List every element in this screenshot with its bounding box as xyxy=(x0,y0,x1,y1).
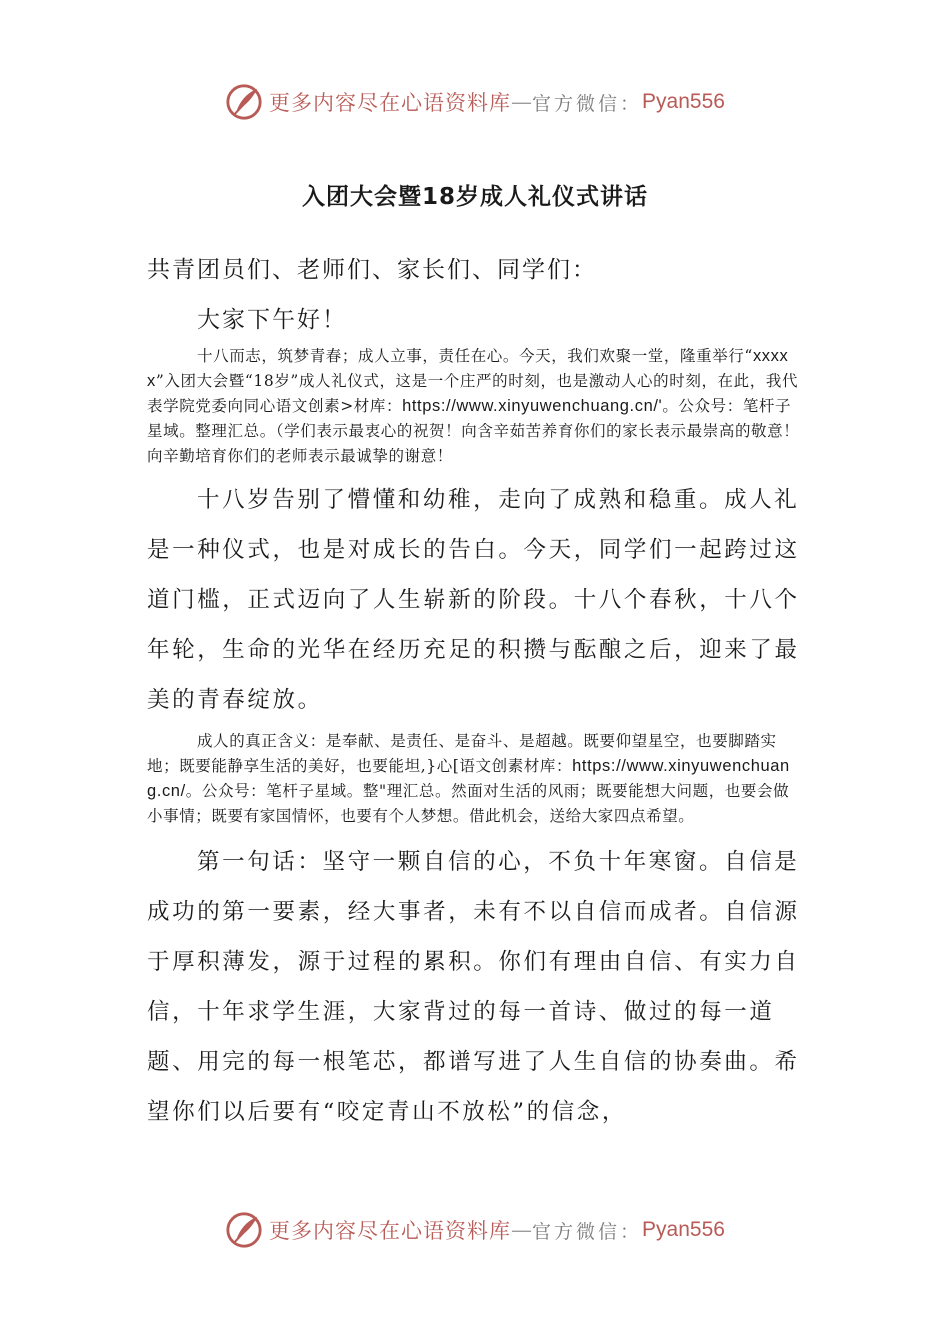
source-url: https://www.xinyuwenchuang.cn/' xyxy=(402,397,663,415)
header-banner xyxy=(0,80,950,124)
paragraph-opening-text-1: 十八而志，筑梦青春；成人立事，责任在心。今天，我们欢聚一堂，隆重举行“ xyxy=(197,347,753,365)
paragraph-first-wish: 第一句话：坚守一颗自信的心，不负十年寒窗。自信是成功的第一要素，经大事者，未有不以自信而成者。自信源于厚积薄发，源于过程的累积。你们有理由自信、有实力自信，十年求学生涯，大家背过的每一首诗、做过的每一道题、用完的每一根笔芯，都谱写进了人生自信的协奏曲。希望你们以后要有“咬定青山不放松”的信念， xyxy=(147,849,800,1125)
paragraph-opening-text-3: 。公众号：笔杆子星域。整理汇总。（学们表示最衷心的祝贺！向含辛茹苦养育你们的家长表示最崇高的敬意！向辛勤培育你们的老师表示最诚挚的谢意！ xyxy=(147,397,800,465)
paragraph-opening-text-2: ”入团大会暨“18岁”成人礼仪式，这是一个庄严的时刻，也是激动人心的时刻，在此，我代表学院党委向同心语文创素>材库： xyxy=(147,372,799,415)
banner-text: 更多内容尽在心语资料库 xyxy=(269,91,512,115)
footer-banner xyxy=(0,1208,950,1252)
feather-pen-icon xyxy=(225,1211,263,1249)
paragraph-meaning xyxy=(147,729,803,829)
banner-wechat-label: 官方微信： xyxy=(532,92,643,115)
paragraph-eighteen: 十八岁告别了懵懂和幼稚，走向了成熟和稳重。成人礼是一种仪式，也是对成长的告白。今天，同学们一起跨过这道门槛，正式迈向了人生崭新的阶段。十八个春秋，十八个年轮，生命的光华在经历充足的积攒与酝酿之后，迎来了最美的青春绽放。 xyxy=(147,487,800,713)
banner-account: Pyan556 xyxy=(642,90,725,113)
placeholder-text: xxxxx xyxy=(147,347,789,390)
paragraph-meaning-text-1: 成人的真正含义：是奉献、是责任、是奋斗、是超越。既要仰望星空，也要脚踏实地；既要能静享生活的美好，也要能坦,}心[语文创素材库： xyxy=(147,732,777,775)
greeting: 大家下午好！ xyxy=(197,307,347,333)
paragraph-opening xyxy=(147,344,803,469)
document-title: 入团大会暨18岁成人礼仪式讲话 xyxy=(301,184,648,210)
banner-wechat-label: 官方微信： xyxy=(532,1220,643,1243)
banner-account: Pyan556 xyxy=(642,1218,725,1241)
banner-text: 更多内容尽在心语资料库 xyxy=(269,1219,512,1243)
document-body xyxy=(147,250,803,1137)
banner-dash: — xyxy=(511,1218,533,1242)
salutation: 共青团员们、老师们、家长们、同学们： xyxy=(147,257,597,283)
source-url-2: https://www.xinyuwenchuang.cn/ xyxy=(147,757,790,800)
feather-pen-icon xyxy=(225,83,263,121)
banner-dash: — xyxy=(511,90,533,114)
paragraph-meaning-text-2: 。公众号：笔杆子星域。整"理汇总。然面对生活的风雨；既要能想大问题，也要会做小事情；既要有家国情怀，也要有个人梦想。借此机会，送给大家四点希望。 xyxy=(147,782,790,825)
